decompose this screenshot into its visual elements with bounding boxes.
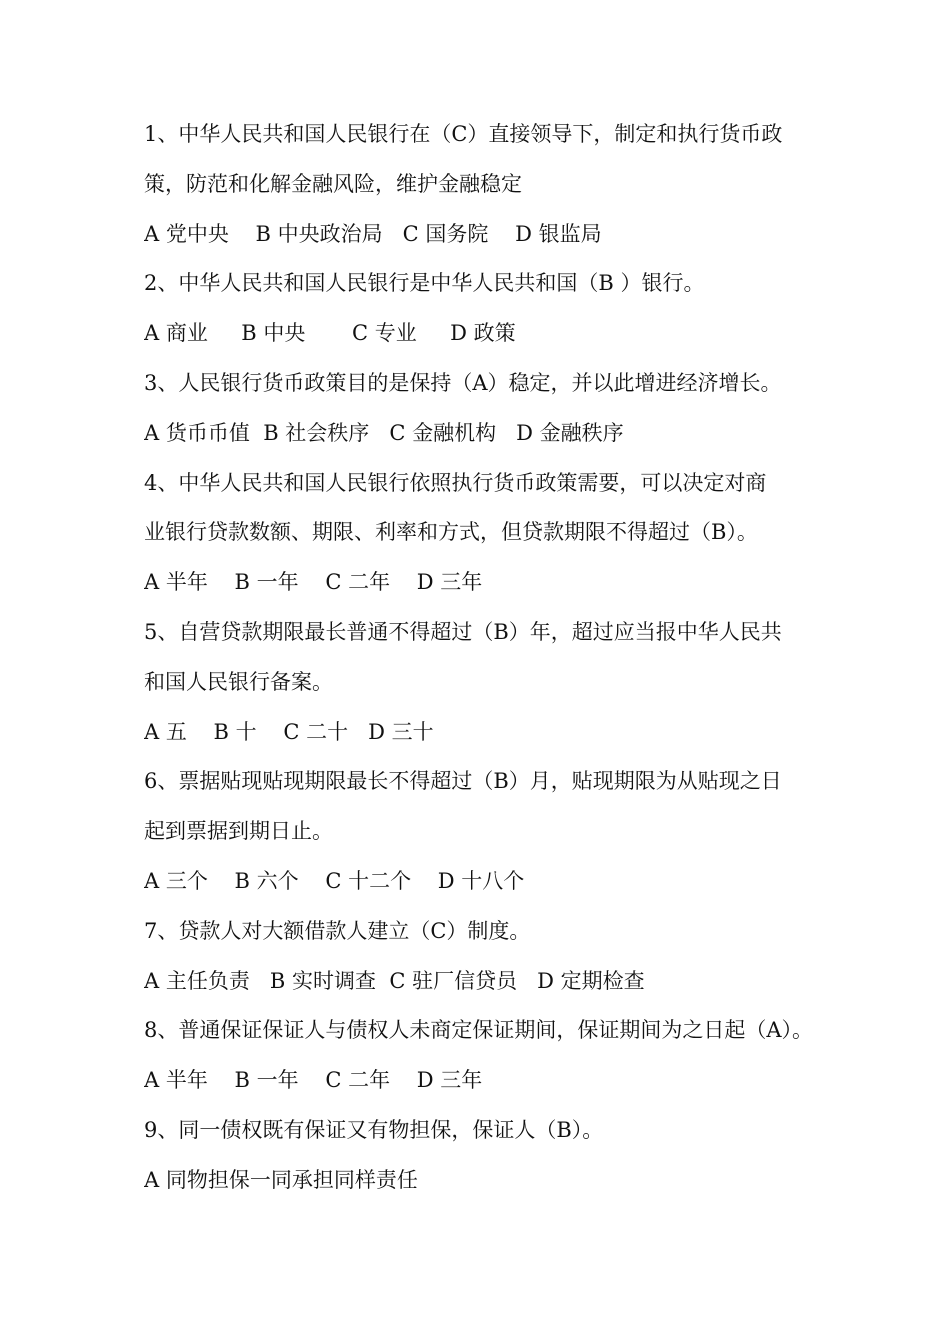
question-4-line-2: 业银行贷款数额、期限、利率和方式，但贷款期限不得超过（B）。 xyxy=(144,520,758,545)
question-1-options: A 党中央 B 中央政治局 C 国务院 D 银监局 xyxy=(144,221,602,246)
question-9-line-1: 9、同一债权既有保证又有物担保，保证人（B）。 xyxy=(144,1117,604,1142)
question-5-line-2: 和国人民银行备案。 xyxy=(144,669,333,694)
question-8-line-1: 8、普通保证保证人与债权人未商定保证期间，保证期间为之日起（A）。 xyxy=(144,1018,814,1043)
question-4-line-1: 4、中华人民共和国人民银行依照执行货币政策需要，可以决定对商 xyxy=(144,470,767,495)
question-2-line-1: 2、中华人民共和国人民银行是中华人民共和国（B ）银行。 xyxy=(144,271,705,296)
question-7-line-1: 7、贷款人对大额借款人建立（C）制度。 xyxy=(144,918,531,943)
question-6-line-2: 起到票据到期日止。 xyxy=(144,819,333,844)
question-1-line-1: 1、中华人民共和国人民银行在（C）直接领导下，制定和执行货币政 xyxy=(144,122,783,146)
question-3-line-1: 3、人民银行货币政策目的是保持（A）稳定，并以此增进经济增长。 xyxy=(144,370,782,395)
question-list xyxy=(144,110,816,1206)
question-7-options: A 主任负责 B 实时调查 C 驻厂信贷员 D 定期检查 xyxy=(144,968,645,993)
question-5-options: A 五 B 十 C 二十 D 三十 xyxy=(144,719,434,744)
question-8-options: A 半年 B 一年 C 二年 D 三年 xyxy=(144,1068,483,1093)
question-9-option-a: A 同物担保一同承担同样责任 xyxy=(144,1167,418,1192)
question-6-options: A 三个 B 六个 C 十二个 D 十八个 xyxy=(144,868,525,893)
question-1-line-2: 策，防范和化解金融风险，维护金融稳定 xyxy=(144,171,522,196)
question-2-options: A 商业 B 中央 C 专业 D 政策 xyxy=(144,321,516,346)
question-3-options: A 货币币值 B 社会秩序 C 金融机构 D 金融秩序 xyxy=(144,420,624,445)
question-6-line-1: 6、票据贴现贴现期限最长不得超过（B）月，贴现期限为从贴现之日 xyxy=(144,769,782,794)
question-5-line-1: 5、自营贷款期限最长普通不得超过（B）年，超过应当报中华人民共 xyxy=(144,619,782,644)
question-4-options: A 半年 B 一年 C 二年 D 三年 xyxy=(144,570,483,595)
